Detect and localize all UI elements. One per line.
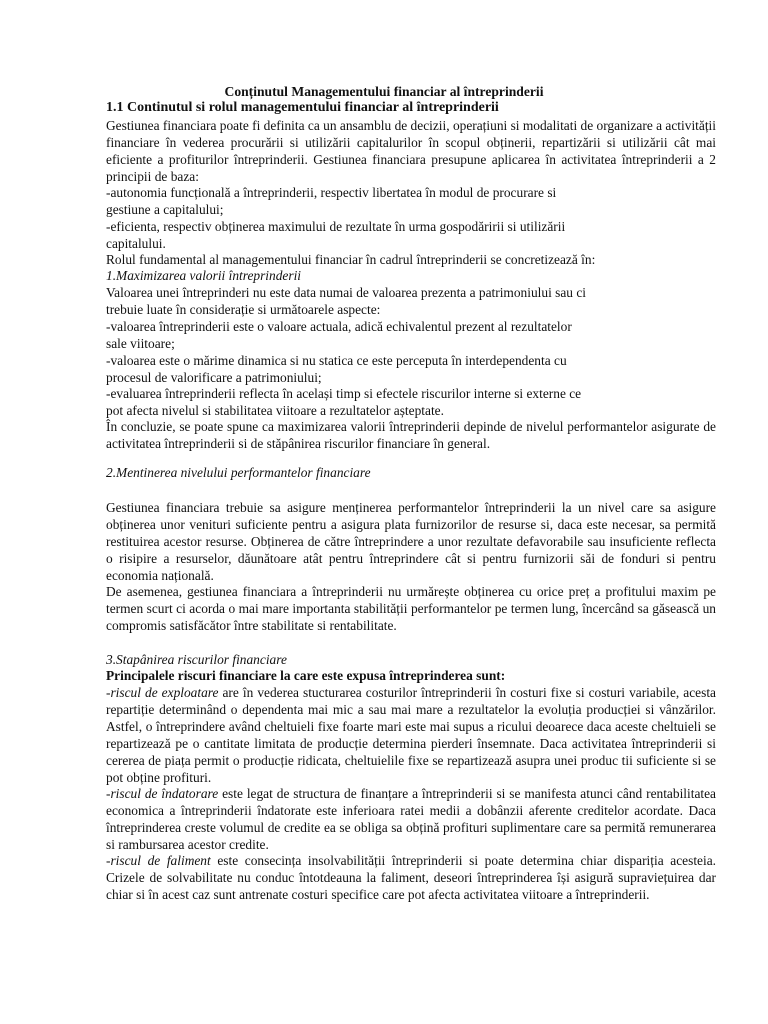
risk-text: este legat de structura de finanțare a întreprinderii si se manifesta atunci când rentabilitatea economica a întreprinderii îndatorate este inferioara ratei medii a dobânzii aferente creditelor acordate. Daca întreprinderea creste volumul de credite ea se obliga sa obțină profituri suplimentare care sa permită remunerarea si rambursarea acestor credite.	[106, 786, 716, 852]
intro-paragraph: Gestiunea financiara poate fi definita ca un ansamblu de decizii, operațiuni si modalitati de organizare a activității financiare în vederea procurării si utilizării capitalurilor în scopul obținerii, repartizării si utilizării cât mai eficiente a profiturilor întreprinderii. Gestiunea financiara presupune aplicarea în activitatea întreprinderii a 2 principii de baza:	[106, 118, 716, 184]
text-line: sale viitoare;	[106, 335, 175, 351]
principles-list	[106, 185, 716, 253]
text-line: -valoarea întreprinderii este o valoare actuala, adică echivalentul prezent al rezultatelor	[106, 318, 572, 334]
text-line: -evaluarea întreprinderii reflecta în același timp si efectele riscurilor interne si externe ce	[106, 386, 582, 402]
text-line: pot afecta nivelul si stabilitatea viitoare a rezultatelor așteptate.	[106, 403, 444, 419]
risk-faliment	[106, 853, 716, 904]
subsection-1-heading: 1.Maximizarea valorii întreprinderii	[106, 268, 302, 283]
subsection-3-heading: 3.Stapânirea riscurilor financiare	[106, 652, 287, 667]
subsection-2-heading: 2.Mentinerea nivelului performantelor financiare	[106, 465, 371, 480]
conclusion-paragraph: În concluzie, se poate spune ca maximizarea valorii întreprinderii depinde de nivelul performantelor asigurate de activitatea întreprinderii si de stăpânirea riscurilor financiare în general.	[106, 419, 716, 451]
principle-line: gestiune a capitalului;	[106, 201, 224, 217]
risk-exploatare	[106, 685, 716, 786]
risk-name: -riscul de faliment	[106, 853, 211, 868]
principle-line: -autonomia funcțională a întreprinderii, respectiv libertatea în modul de procurare si	[106, 185, 557, 200]
document-title: Conținutul Managementului financiar al întreprinderii	[224, 84, 544, 99]
subsection-2-paragraph-1: Gestiunea financiara trebuie sa asigure menținerea performantelor întreprinderii la un nivel care sa asigure obținerea unor venituri suficiente pentru a asigura plata furnizorilor de resurse si, daca este necesar, sa permită restituirea acestor resurse. Obținerea de către întreprindere a unor rezultate defavorabile sau insuficiente reflecta o risipire a resurselor, dăunătoare atât pentru întreprindere cât si pentru furnizorii săi de fonduri si pentru economia națională.	[106, 500, 716, 583]
risk-name: -riscul de exploatare	[106, 685, 219, 700]
risk-text: este consecința insolvabilității întreprinderii si poate determina chiar dispariția acesteia. Crizele de solvabilitate nu conduc întotdeauna la faliment, deseori întreprinderea își asigură supraviețuirea dar chiar si în acest caz sunt antrenate costuri specifice care pot afecta activitatea viitoare a întreprinderii.	[106, 853, 716, 902]
risk-indatorare	[106, 786, 716, 854]
text-line: procesul de valorificare a patrimoniului;	[106, 369, 322, 385]
risks-heading: Principalele riscuri financiare la care este expusa întreprinderea sunt:	[106, 668, 506, 683]
section-heading: 1.1 Continutul si rolul managementului financiar al întreprinderii	[106, 100, 499, 115]
role-sentence: Rolul fundamental al managementului financiar în cadrul întreprinderii se concretizează în:	[106, 252, 596, 267]
principle-line: -eficienta, respectiv obținerea maximului de rezultate în urma gospodăririi si utilizării	[106, 218, 566, 234]
principle-line: capitalului.	[106, 235, 166, 251]
subsection-2-paragraph-2: De asemenea, gestiunea financiara a întreprinderii nu urmărește obținerea cu orice preț a profitului maxim pe termen scurt ci acorda o mai mare importanta stabilității performantelor pe termen lung, încercând sa găsească un compromis satisfăcător între stabilitate si rentabilitate.	[106, 584, 716, 633]
text-line: -valoarea este o mărime dinamica si nu statica ce este perceputa în interdependenta cu	[106, 352, 567, 368]
text-line: trebuie luate în considerație si următoarele aspecte:	[106, 301, 381, 317]
risk-text: are în vederea stucturarea costurilor întreprinderii în costuri fixe si costuri variabile, acesta repartiție determinând o dependenta mai mic a sau mai mare a rezultatelor la evoluția producției si vânzărilor. Astfel, o întreprindere având cheltuieli fixe foarte mari este mai supus a ricului deoarece daca aceste cheltuieli se repartizează pe o cantitate limitata de producție determina pierderi însemnate. Daca activitatea întreprinderii si cererea de piața permit o producție ridicata, cheltuielile fixe se repartizează asupra unei produc tii suficiente si se pot obține profituri.	[106, 685, 717, 785]
text-line: Valoarea unei întreprinderi nu este data numai de valoarea prezenta a patrimoniului sau ci	[106, 285, 586, 300]
risk-name: -riscul de îndatorare	[106, 786, 219, 801]
subsection-1-body	[106, 285, 716, 420]
